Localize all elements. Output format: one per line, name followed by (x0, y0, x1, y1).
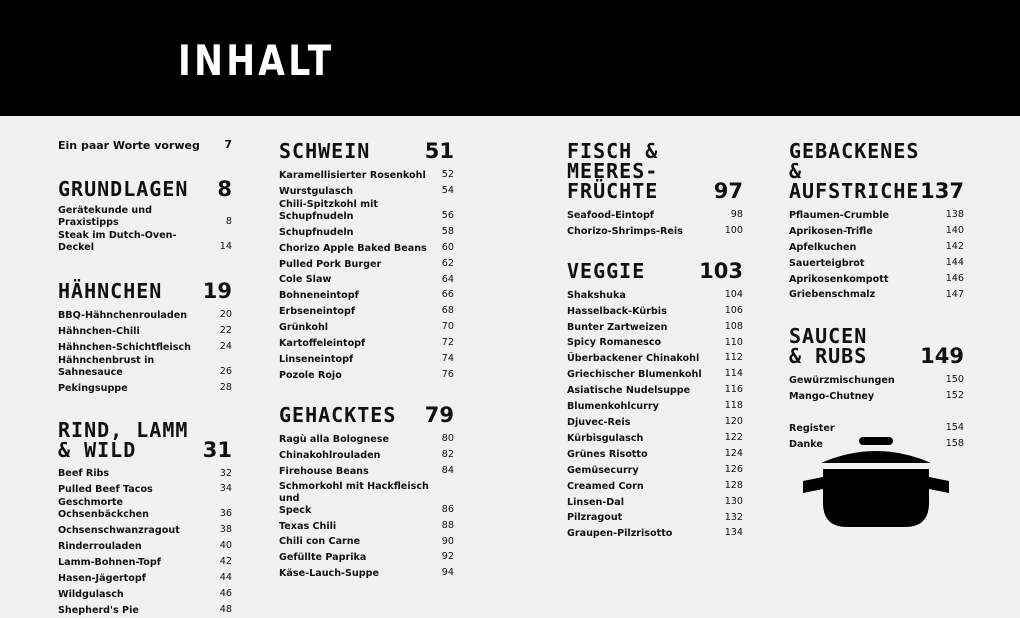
toc-entry[interactable]: Aprikosen-Trifle 140 (789, 224, 964, 237)
page-number: 7 (224, 138, 232, 151)
toc-entry[interactable]: Mango-Chutney 152 (789, 390, 964, 403)
toc-entry[interactable]: Hasen-Jägertopf 44 (58, 572, 232, 584)
toc-entry[interactable]: Asiatische Nudelsuppe 116 (567, 384, 743, 397)
toc-entry[interactable]: Pulled Pork Burger 62 (279, 257, 454, 270)
toc-entry[interactable]: Graupen-Pilzrisotto 134 (567, 527, 743, 540)
toc-entry[interactable]: Wildgulasch 46 (58, 587, 232, 600)
toc-column-2 (279, 141, 454, 581)
toc-column-3 (567, 141, 743, 541)
toc-entry[interactable]: Karamellisierter Rosenkohl 52 (279, 169, 454, 181)
toc-entry[interactable]: Shakshuka 104 (567, 288, 743, 301)
header-bar (0, 0, 1020, 116)
toc-entry[interactable]: Spicy Romanesco 110 (567, 336, 743, 349)
toc-entry[interactable]: Blumenkohlcurry 118 (567, 400, 743, 413)
toc-column-4 (789, 141, 964, 452)
toc-entry[interactable]: Apfelkuchen 142 (789, 240, 964, 253)
toc-entry[interactable]: Kürbisgulasch 122 (567, 431, 743, 444)
toc-entry[interactable]: Pozole Rojo 76 (279, 368, 454, 381)
section-title[interactable]: RIND, LAMM & WILD 31 (58, 417, 232, 462)
section-rind-lamm-wild (58, 417, 232, 618)
toc-entry[interactable]: Gerätekunde und Praxistipps 8 (58, 204, 232, 228)
section-fisch (567, 141, 743, 239)
toc-entry[interactable]: Kartoffeleintopf 72 (279, 337, 454, 350)
toc-entry[interactable]: Geschmorte Ochsenbäckchen 36 (58, 497, 232, 521)
toc-entry[interactable]: Schmorkohl mit Hackfleisch und Speck 86 (279, 480, 454, 516)
toc-entry[interactable]: Gefüllte Paprika 92 (279, 551, 454, 564)
toc-entry[interactable]: Chili con Carne 90 (279, 535, 454, 548)
toc-entry[interactable]: Shepherd's Pie 48 (58, 603, 232, 616)
toc-entry[interactable]: Pflaumen-Crumble 138 (789, 209, 964, 221)
page-title: INHALT (178, 36, 335, 85)
section-grundlagen (58, 176, 232, 255)
toc-entry[interactable]: Gewürzmischungen 150 (789, 374, 964, 387)
toc-entry[interactable]: Hähnchen-Chili 22 (58, 324, 232, 337)
toc-entry[interactable]: Pilzragout 132 (567, 511, 743, 524)
toc-entry[interactable]: Chinakohlrouladen 82 (279, 448, 454, 461)
toc-entry[interactable]: Gemüsecurry 126 (567, 463, 743, 476)
toc-entry[interactable]: Linseneintopf 74 (279, 353, 454, 365)
section-gehacktes (279, 402, 454, 581)
toc-entry[interactable]: Hasselback-Kürbis 106 (567, 304, 743, 317)
toc-entry[interactable]: Djuvec-Reis 120 (567, 416, 743, 428)
toc-entry[interactable]: Seafood-Eintopf 98 (567, 209, 743, 221)
toc-entry[interactable]: Sauerteigbrot 144 (789, 256, 964, 269)
section-title[interactable]: VEGGIE 103 (567, 258, 743, 283)
toc-entry[interactable]: Grünkohl 70 (279, 321, 454, 334)
toc-entry[interactable]: Bunter Zartweizen 108 (567, 320, 743, 333)
section-title[interactable]: FISCH & MEERES- FRÜCHTE 97 (567, 139, 743, 203)
toc-entry-danke[interactable]: Danke 158 (789, 438, 964, 451)
toc-entry[interactable]: Firehouse Beans 84 (279, 464, 454, 477)
toc-entry[interactable]: Wurstgulasch 54 (279, 184, 454, 197)
section-saucen (789, 326, 964, 404)
toc-entry[interactable]: Käse-Lauch-Suppe 94 (279, 567, 454, 580)
toc-entry[interactable]: Chorizo Apple Baked Beans 60 (279, 241, 454, 254)
section-title[interactable]: GRUNDLAGEN 8 (58, 176, 232, 201)
toc-entry[interactable]: Hähnchenbrust in Sahnesauce 26 (58, 354, 232, 378)
toc-entry[interactable]: Chili-Spitzkohl mit Schupfnudeln 56 (279, 198, 454, 222)
toc-entry[interactable]: Rinderrouladen 40 (58, 540, 232, 553)
section-veggie (567, 258, 743, 542)
section-title[interactable]: HÄHNCHEN 19 (58, 278, 232, 303)
toc-entry[interactable]: BBQ-Hähnchenrouladen 20 (58, 308, 232, 321)
toc-entry[interactable]: Cole Slaw 64 (279, 273, 454, 286)
toc-entry[interactable]: Überbackener Chinakohl 112 (567, 352, 743, 365)
toc-entry[interactable]: Erbseneintopf 68 (279, 305, 454, 318)
toc-entry[interactable]: Lamm-Bohnen-Topf 42 (58, 556, 232, 569)
section-schwein (279, 141, 454, 383)
toc-entry[interactable]: Griebenschmalz 147 (789, 288, 964, 301)
toc-entry[interactable]: Hähnchen-Schichtfleisch 24 (58, 340, 232, 353)
toc-entry-register[interactable]: Register 154 (789, 422, 964, 435)
toc-entry[interactable]: Ragù alla Bolognese 80 (279, 432, 454, 445)
toc-entry[interactable]: Grünes Risotto 124 (567, 447, 743, 460)
toc-entry[interactable]: Chorizo-Shrimps-Reis 100 (567, 224, 743, 237)
toc-column-1 (58, 137, 232, 618)
toc-entry[interactable]: Pulled Beef Tacos 34 (58, 483, 232, 496)
section-title[interactable]: SCHWEIN 51 (279, 139, 454, 163)
toc-entry[interactable]: Steak im Dutch-Oven-Deckel 14 (58, 229, 232, 253)
cooking-pot-icon (801, 437, 951, 529)
section-title[interactable]: GEBACKENES & AUFSTRICHE 137 (789, 139, 964, 203)
toc-entry[interactable]: Beef Ribs 32 (58, 467, 232, 480)
toc-entry[interactable]: Linsen-Dal 130 (567, 495, 743, 508)
section-haehnchen (58, 278, 232, 396)
toc-entry[interactable]: Creamed Corn 128 (567, 479, 743, 492)
section-gebackenes (789, 141, 964, 302)
section-title[interactable]: GEHACKTES 79 (279, 402, 454, 427)
toc-entry[interactable]: Aprikosenkompott 146 (789, 272, 964, 285)
toc-entry[interactable]: Pekingsuppe 28 (58, 381, 232, 394)
toc-entry-intro[interactable]: Ein paar Worte vorweg 7 (58, 138, 232, 152)
toc-entry[interactable]: Schupfnudeln 58 (279, 225, 454, 238)
toc-entry[interactable]: Texas Chili 88 (279, 519, 454, 532)
section-title[interactable]: SAUCEN & RUBS 149 (789, 324, 964, 369)
toc-entry[interactable]: Bohneneintopf 66 (279, 289, 454, 302)
toc-entry[interactable]: Griechischer Blumenkohl 114 (567, 368, 743, 381)
toc-entry[interactable]: Ochsenschwanzragout 38 (58, 524, 232, 537)
